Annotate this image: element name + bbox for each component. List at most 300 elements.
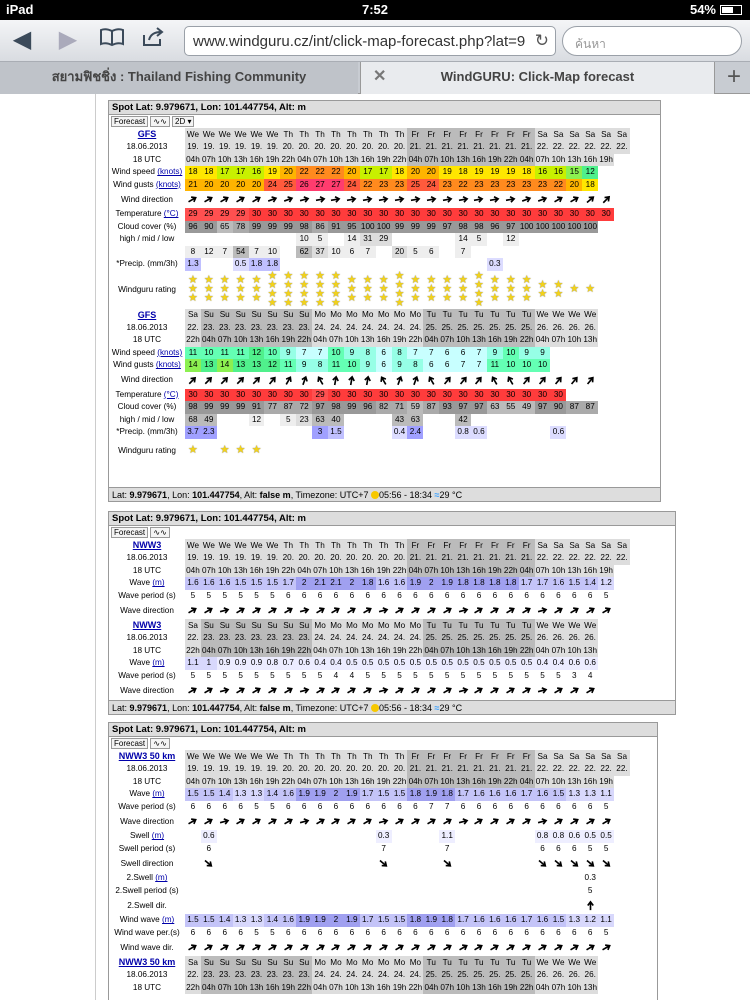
precip-cell (439, 426, 455, 439)
wind-wave-period-cell: 6 (381, 927, 386, 937)
spot-title: Spot Lat: 9.979671, Lon: 101.447754, Alt: m (109, 723, 657, 737)
cloud-high-cell: 71 (392, 401, 408, 414)
hour-cell: 13h (360, 645, 376, 658)
date-cell: 26. (550, 632, 566, 645)
hour-cell: 10h (344, 334, 360, 347)
date-cell: 25. (503, 632, 519, 645)
cloud-high-cell: 82 (376, 401, 392, 414)
row-label: high / mid / low (119, 234, 175, 244)
hour-cell: 16h (264, 982, 280, 995)
wave-height-cell: 1.6 (201, 577, 217, 590)
cloud-mid-cell (519, 233, 535, 246)
wave-direction-arrow (566, 682, 582, 699)
cloud-low-cell (280, 246, 296, 259)
date-cell: 23. (264, 969, 280, 982)
day-cell: Fr (503, 750, 519, 763)
reload-icon[interactable]: ↻ (534, 31, 549, 50)
cloud-high-cell: 99 (249, 221, 265, 234)
date-cell: 20. (392, 141, 408, 154)
wave-direction-arrow (376, 813, 392, 830)
temperature-cell: 30 (550, 389, 566, 402)
date-cell: 21. (471, 552, 487, 565)
date-cell: 19. (233, 763, 249, 776)
temperature-cell: 30 (598, 208, 614, 221)
wave-height-cell: 1.5 (185, 788, 201, 801)
rating-cell (185, 439, 201, 463)
wave-period-cell: 6 (413, 590, 418, 600)
day-cell: Th (312, 128, 328, 141)
date-cell: 26. (550, 322, 566, 335)
rating-cell (296, 271, 312, 309)
wind-wave-period-cell: 6 (238, 927, 243, 937)
swell2-direction-arrow (185, 897, 201, 914)
date-cell: 24. (392, 322, 408, 335)
unit-link[interactable]: (knots) (157, 347, 183, 357)
star-icon: ★ (315, 270, 325, 282)
wind-wave-direction-arrow (360, 939, 376, 956)
wave-direction-arrow (503, 813, 519, 830)
bookmarks-icon[interactable] (96, 26, 128, 54)
date-cell: 25. (439, 969, 455, 982)
new-tab-icon[interactable]: + (726, 63, 741, 90)
wave-direction-arrow (392, 813, 408, 830)
wind-speed-cell: 11 (217, 347, 233, 360)
swell-direction-arrow (503, 855, 519, 872)
day-cell: Su (264, 309, 280, 322)
url-field[interactable]: www.windguru.cz/int/click-map-forecast.php?lat=9 ↻ (184, 26, 556, 56)
star-icon: ★ (331, 278, 341, 291)
wind-gust-cell: 20 (249, 179, 265, 192)
temperature-cell: 29 (312, 389, 328, 402)
day-cell: Tu (519, 309, 535, 322)
date-cell: 26. (582, 322, 598, 335)
wave-direction-arrow (201, 813, 217, 830)
day-cell: Sa (185, 956, 201, 969)
day-cell: Tu (487, 619, 503, 632)
row-label: Cloud cover (%) (117, 402, 177, 412)
unit-link[interactable]: (°C) (163, 389, 179, 399)
hour-cell: 16h (249, 154, 265, 167)
wave-period-cell: 6 (572, 590, 577, 600)
wave-period-cell: 5 (254, 590, 259, 600)
star-icon: ★ (203, 283, 214, 295)
wind-wave-cell: 1.6 (503, 914, 519, 927)
wave-height-cell: 2 (423, 577, 439, 590)
row-label: Wave period (s) (118, 801, 176, 811)
nww3-50km-table-1 (109, 750, 630, 956)
wave-height-cell: 1.4 (217, 788, 233, 801)
precip-cell: 3 (312, 426, 328, 439)
precip-cell (392, 258, 408, 271)
star-icon: ★ (203, 292, 214, 304)
model-link[interactable]: GFS (137, 129, 157, 139)
date-cell: 20. (296, 141, 312, 154)
day-cell: We (249, 539, 265, 552)
wave-direction-arrow (233, 813, 249, 830)
wind-wave-period-cell: 5 (254, 927, 259, 937)
wind-wave-direction-arrow (566, 939, 582, 956)
star-icon: ★ (188, 292, 198, 304)
precip-cell: 0.6 (471, 426, 487, 439)
chart-icon[interactable]: ∿∿ (150, 116, 169, 127)
precip-cell (312, 258, 328, 271)
swell-period-cell (471, 843, 487, 856)
wind-wave-period-cell: 6 (301, 927, 307, 937)
temperature-cell: 30 (264, 389, 280, 402)
wind-wave-period-cell: 6 (492, 927, 498, 937)
cloud-mid-cell (550, 414, 566, 427)
row-label: Temperature (°C) (115, 209, 179, 219)
wave-height-cell: 1.3 (582, 788, 598, 801)
star-icon: ★ (442, 274, 453, 286)
date-cell: 26. (566, 969, 582, 982)
cloud-low-cell: 7 (360, 246, 376, 259)
hour-cell: 16h (376, 982, 392, 995)
wave-direction-arrow (392, 602, 408, 619)
cloud-mid-cell (185, 233, 201, 246)
row-label: 18.06.2013 (126, 322, 168, 332)
spot-footer: Lat: 9.979671, Lon: 101.447754, Alt: false m, Timezone: UTC+7 05:56 - 18:34 ≈29 °C (109, 487, 660, 501)
date-cell: 22. (550, 141, 566, 154)
wave-height-cell: 1.6 (503, 788, 519, 801)
swell2-direction-arrow (439, 897, 455, 914)
star-icon: ★ (394, 270, 405, 282)
precip-cell: 1.3 (185, 258, 201, 271)
day-cell: Th (360, 750, 376, 763)
search-field[interactable]: ค้นหา (562, 26, 742, 56)
day-cell: Fr (423, 750, 439, 763)
wave-period-cell: 4 (587, 670, 593, 680)
date-cell: 19. (233, 552, 249, 565)
model-link[interactable]: NWW3 50 km (118, 957, 176, 967)
hour-cell: 16h (360, 776, 376, 789)
wave-height-cell: 1.6 (280, 788, 296, 801)
date-cell: 20. (328, 552, 344, 565)
day-cell: We (249, 750, 265, 763)
unit-link[interactable]: (knots) (157, 167, 183, 177)
swell-period-cell (264, 843, 280, 856)
wave-height-cell: 0.5 (455, 657, 471, 670)
star-icon: ★ (378, 274, 389, 286)
date-cell: 20. (280, 763, 296, 776)
star-icon: ★ (203, 274, 214, 286)
day-cell: Mo (344, 309, 360, 322)
forward-icon[interactable]: ▶ (58, 26, 78, 53)
hour-cell: 16h (249, 776, 265, 789)
temperature-cell: 30 (519, 389, 535, 402)
wave-direction-arrow (185, 813, 201, 830)
model-link[interactable]: NWW3 50 km (118, 751, 176, 761)
hour-cell: 19h (392, 982, 408, 995)
rating-cell (280, 271, 296, 309)
date-cell: 23. (201, 322, 217, 335)
hour-cell: 07h (201, 776, 217, 789)
wind-gust-cell: 23 (392, 179, 408, 192)
wave-height-cell: 1.3 (566, 788, 582, 801)
wave-period-cell: 7 (429, 801, 434, 811)
hour-cell: 22h (280, 776, 296, 789)
day-cell: Mo (328, 619, 344, 632)
wind-gust-cell: 25 (280, 179, 296, 192)
cloud-mid-cell (392, 233, 408, 246)
wind-direction-arrow (582, 372, 598, 389)
swell-period-cell (296, 843, 312, 856)
wave-height-cell: 0.4 (312, 657, 328, 670)
date-cell: 21. (519, 763, 535, 776)
wind-speed-cell: 20 (407, 166, 423, 179)
wind-gust-cell: 21 (185, 179, 201, 192)
day-cell: Fr (423, 539, 439, 552)
mode-select[interactable]: 2D ▾ (172, 116, 194, 127)
hour-cell: 13h (455, 154, 471, 167)
wind-speed-cell: 20 (423, 166, 439, 179)
date-cell: 20. (360, 552, 376, 565)
model-link[interactable]: NWW3 (132, 620, 162, 630)
date-cell: 23. (249, 969, 265, 982)
forecast-select[interactable]: Forecast (111, 527, 148, 538)
swell-period-cell (455, 843, 471, 856)
temperature-cell: 30 (503, 389, 519, 402)
unit-link[interactable]: (m) (152, 658, 165, 668)
star-icon: ★ (362, 292, 373, 304)
date-cell: 21. (487, 763, 503, 776)
wave-direction-arrow (471, 602, 487, 619)
day-cell: We (566, 309, 582, 322)
date-cell: 20. (296, 552, 312, 565)
star-icon: ★ (251, 292, 262, 304)
swell2-cell (407, 872, 423, 885)
hour-cell: 22h (407, 982, 423, 995)
wave-period-cell: 6 (556, 801, 561, 811)
swell2-cell (455, 872, 471, 885)
day-cell: Tu (439, 619, 455, 632)
day-cell: Tu (423, 309, 439, 322)
wind-speed-cell: 9 (487, 347, 503, 360)
spot-title: Spot Lat: 9.979671, Lon: 101.447754, Alt: m (109, 512, 675, 526)
hour-cell: 22h (519, 334, 535, 347)
swell-period-cell: 6 (572, 843, 577, 853)
cloud-high-cell: 96 (185, 221, 201, 234)
hour-cell: 19h (392, 334, 408, 347)
hour-cell: 13h (566, 154, 582, 167)
swell2-period-cell (550, 885, 566, 898)
temperature-cell: 29 (201, 208, 217, 221)
wave-period-cell: 6 (349, 801, 355, 811)
wind-gust-cell: 7 (455, 359, 471, 372)
temperature-cell: 30 (185, 389, 201, 402)
tab-windguru[interactable]: ✕ WindGURU: Click-Map forecast (360, 62, 715, 94)
date-cell: 24. (360, 322, 376, 335)
chart-icon[interactable]: ∿∿ (150, 738, 169, 749)
wave-period-cell: 5 (238, 670, 243, 680)
cloud-high-cell: 99 (264, 221, 280, 234)
swell-cell: 0.3 (376, 830, 392, 843)
day-cell: We (566, 956, 582, 969)
date-cell: 25. (519, 632, 535, 645)
wave-period-cell: 5 (492, 670, 498, 680)
wind-direction-arrow (503, 191, 519, 208)
nww3-table-1 (109, 539, 630, 619)
temperature-cell: 30 (296, 389, 312, 402)
day-cell: We (264, 539, 280, 552)
unit-link[interactable]: (m) (162, 915, 175, 925)
back-icon[interactable]: ◀ (12, 26, 32, 53)
cloud-high-cell: 91 (249, 401, 265, 414)
cloud-high-cell: 100 (566, 221, 582, 234)
wave-height-cell: 1.9 (312, 788, 328, 801)
model-link[interactable]: NWW3 (132, 540, 162, 550)
unit-link[interactable]: (m) (152, 578, 165, 588)
wind-direction-arrow (550, 191, 566, 208)
day-cell: Th (392, 128, 408, 141)
wind-wave-direction-arrow (264, 939, 280, 956)
model-link[interactable]: GFS (137, 309, 157, 320)
wind-speed-cell: 10 (328, 347, 344, 360)
hour-cell: 22h (280, 565, 296, 578)
unit-link[interactable]: (knots) (155, 360, 181, 370)
wave-height-cell: 1.6 (392, 577, 408, 590)
cloud-mid-cell (233, 414, 249, 427)
swell-period-cell (217, 843, 233, 856)
hour-cell: 10h (455, 645, 471, 658)
wind-wave-cell: 1.9 (312, 914, 328, 927)
day-cell: Mo (312, 956, 328, 969)
wave-height-cell: 0.9 (249, 657, 265, 670)
cloud-high-cell: 99 (217, 401, 233, 414)
wind-speed-cell: 7 (312, 347, 328, 360)
wave-period-cell: 5 (254, 801, 259, 811)
tab-thailand-fishing[interactable]: สยามฟิชชิ่ง : Thailand Fishing Community (0, 62, 358, 94)
hour-cell: 22h (519, 982, 535, 995)
hour-cell: 13h (360, 334, 376, 347)
row-label: Wind gusts (knots) (113, 360, 181, 370)
swell-cell: 0.6 (566, 830, 582, 843)
wind-direction-arrow (233, 372, 249, 389)
wind-wave-direction-arrow (217, 939, 233, 956)
wave-direction-arrow (407, 682, 423, 699)
forecast-select[interactable]: Forecast (111, 116, 148, 127)
sun-icon (371, 704, 379, 712)
date-cell: 21. (455, 141, 471, 154)
swell2-direction-arrow (312, 897, 328, 914)
star-icon: ★ (505, 283, 516, 295)
temperature-cell: 29 (185, 208, 201, 221)
wave-direction-arrow (312, 682, 328, 699)
day-cell: Tu (439, 309, 455, 322)
unit-link[interactable]: (°C) (163, 209, 179, 219)
wave-direction-arrow (233, 682, 249, 699)
unit-link[interactable]: (m) (155, 873, 168, 883)
swell2-cell (344, 872, 360, 885)
swell-period-cell: 6 (540, 843, 545, 853)
cloud-high-cell: 55 (503, 401, 519, 414)
day-cell: Mo (344, 619, 360, 632)
hour-cell: 19h (503, 982, 519, 995)
star-icon: ★ (251, 274, 262, 286)
hour-cell: 16h (376, 334, 392, 347)
date-cell: 21. (439, 552, 455, 565)
day-cell: Sa (185, 619, 201, 632)
hour-cell: 13h (344, 565, 360, 578)
wind-gust-cell: 20 (233, 179, 249, 192)
unit-link[interactable]: (knots) (155, 179, 181, 189)
wave-period-cell: 6 (476, 590, 482, 600)
wind-wave-cell: 1.7 (455, 914, 471, 927)
swell2-cell (519, 872, 535, 885)
wind-wave-period-cell: 6 (190, 927, 196, 937)
close-tab-icon[interactable]: ✕ (373, 68, 387, 85)
cloud-mid-cell: 29 (376, 233, 392, 246)
wind-direction-arrow (328, 372, 344, 389)
date-cell: 22. (550, 552, 566, 565)
hour-cell: 10h (439, 776, 455, 789)
wave-height-cell: 1.7 (519, 788, 535, 801)
swell-period-cell (185, 843, 201, 856)
date-cell: 21. (471, 141, 487, 154)
wave-height-cell: 1.8 (503, 577, 519, 590)
star-icon: ★ (346, 274, 357, 286)
day-cell: Su (296, 956, 312, 969)
forecast-controls (109, 737, 657, 750)
hour-cell: 07h (423, 776, 439, 789)
swell2-cell (296, 872, 312, 885)
wind-direction-arrow (471, 372, 487, 389)
wind-speed-cell: 10 (264, 347, 280, 360)
swell-cell: 0.8 (535, 830, 551, 843)
swell2-period-cell (487, 885, 503, 898)
cloud-mid-cell (439, 414, 455, 427)
swell2-period-cell (280, 885, 296, 898)
cloud-mid-cell (360, 414, 376, 427)
swell-direction-arrow (280, 855, 296, 872)
unit-link[interactable]: (m) (152, 789, 165, 799)
swell-period-cell (344, 843, 360, 856)
row-label: Wind speed (knots) (111, 167, 183, 177)
swell2-period-cell (392, 885, 408, 898)
wave-period-cell: 6 (460, 801, 466, 811)
wave-height-cell: 1.9 (296, 788, 312, 801)
cloud-mid-cell: 43 (392, 414, 408, 427)
hour-cell: 10h (550, 776, 566, 789)
wave-direction-arrow (503, 682, 519, 699)
day-cell: Th (280, 750, 296, 763)
chart-icon[interactable]: ∿∿ (150, 527, 169, 538)
swell2-period-cell (376, 885, 392, 898)
forecast-select[interactable]: Forecast (111, 738, 148, 749)
date-cell: 23. (201, 969, 217, 982)
wind-wave-direction-arrow (233, 939, 249, 956)
wind-gust-cell: 18 (582, 179, 598, 192)
date-cell: 23. (296, 632, 312, 645)
wind-wave-cell: 1.5 (201, 914, 217, 927)
share-icon[interactable] (138, 26, 170, 54)
unit-link[interactable]: (m) (151, 831, 165, 841)
swell2-period-cell (328, 885, 344, 898)
hour-cell: 13h (249, 982, 265, 995)
day-cell: Sa (550, 128, 566, 141)
cloud-high-cell: 63 (487, 401, 503, 414)
gfs-forecast-panel (108, 100, 661, 502)
wind-wave-direction-arrow (312, 939, 328, 956)
star-icon: ★ (394, 287, 405, 300)
day-cell: Tu (503, 956, 519, 969)
temperature-cell: 30 (201, 389, 217, 402)
rating-cell (455, 271, 471, 309)
wave-period-cell: 6 (286, 590, 291, 600)
hour-cell: 10h (566, 645, 582, 658)
star-icon: ★ (267, 287, 278, 300)
date-cell: 21. (487, 141, 503, 154)
